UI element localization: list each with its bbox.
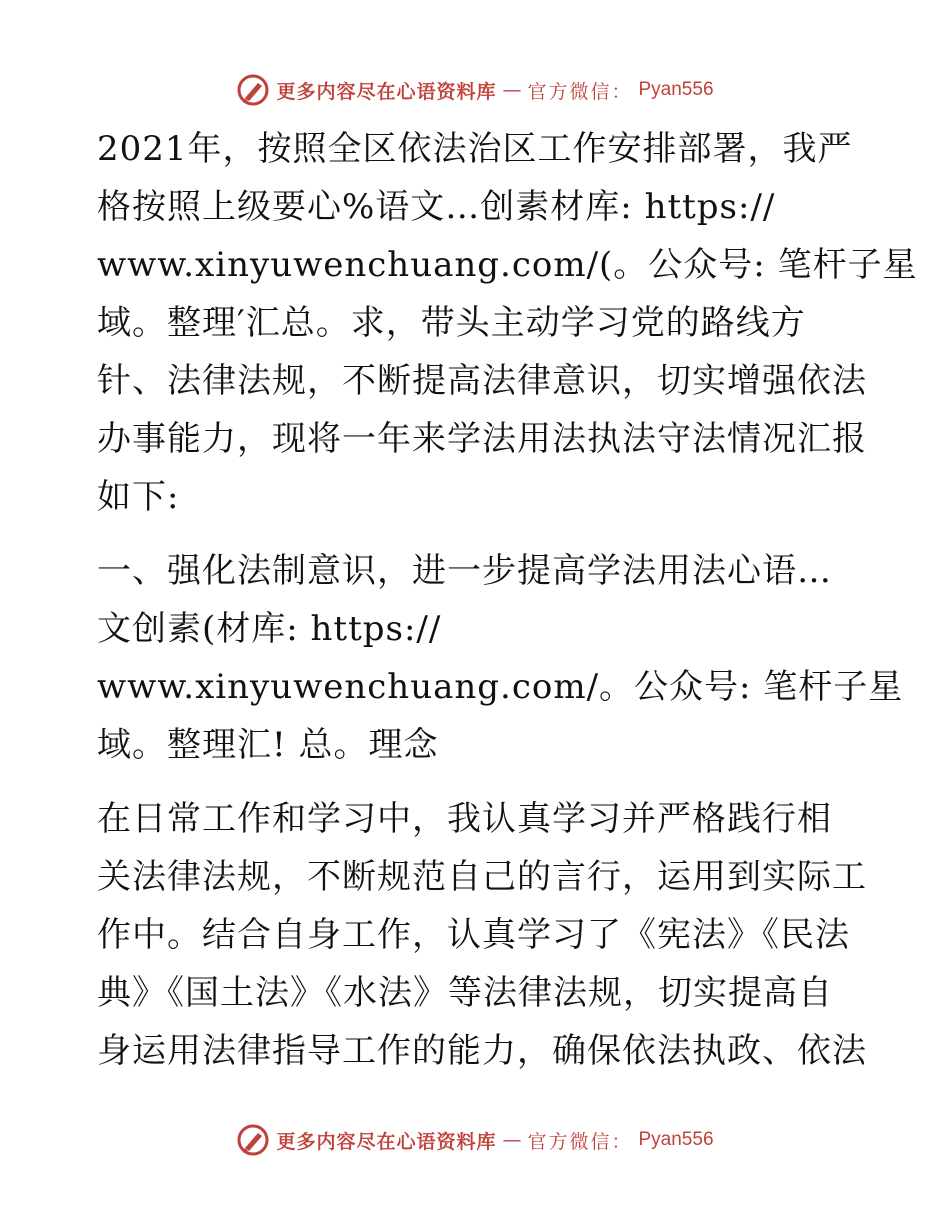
section-heading [97,542,904,774]
text-line: 文创素(材库: https:// [97,609,442,649]
paragraph-intro [97,120,918,526]
pen-logo-icon [236,1123,270,1157]
watermark-contact-id: Pyan556 [638,79,714,100]
pen-logo-icon [236,73,270,107]
text-line: 域。整理汇! 总。理念 [97,725,439,765]
header-watermark [0,70,950,110]
watermark-separator: — [502,1129,522,1151]
text-line: www.xinyuwenchuang.com/。公众号: 笔杆子星 [97,667,904,707]
text-line: 如下: [97,477,180,517]
watermark-separator: — [502,79,522,101]
text-line: 关法律法规，不断规范自己的言行，运用到实际工 [97,857,867,897]
document-body [97,120,918,1080]
text-line: 域。整理′汇总。求，带头主动学习党的路线方 [97,303,806,343]
watermark-brand: 更多内容尽在心语资料库 [276,1130,497,1153]
text-line: 身运用法律指导工作的能力，确保依法执政、依法 [97,1031,867,1071]
footer-watermark [0,1120,950,1160]
text-line: 在日常工作和学习中，我认真学习并严格践行相 [97,799,832,839]
text-line: 办事能力，现将一年来学法用法执法守法情况汇报 [97,419,867,459]
text-line: 作中。结合自身工作，认真学习了《宪法》《民法 [97,915,850,955]
watermark-contact-label: 官方微信： [527,80,633,103]
paragraph-body [97,790,867,1080]
text-line: 2021年，按照全区依法治区工作安排部署，我严 [97,129,853,169]
watermark-contact-label: 官方微信： [527,1130,633,1153]
watermark-brand: 更多内容尽在心语资料库 [276,80,497,103]
text-line: 一、强化法制意识，进一步提高学法用法心语… [97,551,832,591]
text-line: www.xinyuwenchuang.com/(。公众号: 笔杆子星 [97,245,918,285]
text-line: 典》《国土法》《水法》等法律法规，切实提高自 [97,973,833,1013]
text-line: 格按照上级要心%语文…创素材库: https:// [97,187,776,227]
watermark-contact-id: Pyan556 [638,1129,714,1150]
text-line: 针、法律法规，不断提高法律意识，切实增强依法 [97,361,867,401]
